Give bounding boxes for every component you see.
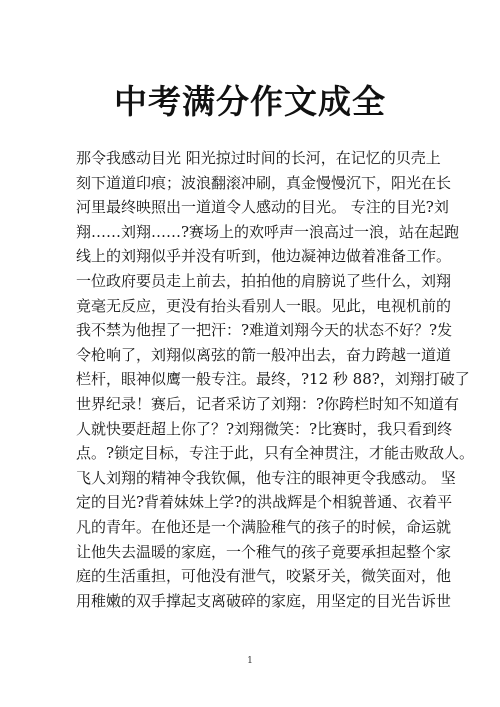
text-line-11: 世界纪录！赛后，记者采访了刘翔：?你跨栏时知不知道有: [76, 394, 460, 413]
text-line-6: 一位政府要员走上前去，拍拍他的肩膀说了些什么，刘翔: [76, 271, 452, 290]
text-line-17: 让他失去温暖的家庭，一个稚气的孩子竟要承担起整个家: [76, 542, 452, 561]
text-line-7: 竟毫无反应，更没有抬头看别人一眼。见此，电视机前的: [76, 296, 452, 315]
text-line-3: 河里最终映照出一道道令人感动的目光。 专注的目光?刘: [76, 198, 449, 217]
essay-body: [76, 146, 475, 613]
text-line-8: 我不禁为他捏了一把汗：?难道刘翔今天的状态不好？?发: [76, 321, 453, 340]
text-line-4: 翔……刘翔……?赛场上的欢呼声一浪高过一浪，站在起跑: [76, 222, 460, 241]
page-number: 1: [247, 656, 253, 666]
text-line-10: 栏杆，眼神似鹰一般专注。最终，?12 秒 88?，刘翔打破了: [76, 370, 470, 389]
text-line-9: 令枪响了，刘翔似离弦的箭一般冲出去，奋力跨越一道道: [76, 345, 452, 364]
text-line-18: 庭的生活重担，可他没有泄气，咬紧牙关，微笑面对，他: [76, 567, 452, 586]
text-line-12: 人就快要赶超上你了？?刘翔微笑：?比赛时，我只看到终: [76, 419, 453, 438]
text-line-19: 用稚嫩的双手撑起支离破碎的家庭，用坚定的目光告诉世: [76, 591, 452, 610]
text-line-2: 刻下道道印痕；波浪翻滚冲刷，真金慢慢沉下，阳光在长: [76, 173, 452, 192]
text-line-16: 凡的青年。在他还是一个满脸稚气的孩子的时候，命运就: [76, 517, 452, 536]
text-line-15: 定的目光?背着妹妹上学?的洪战辉是个相貌普通、衣着平: [76, 493, 453, 512]
text-line-5: 线上的刘翔似乎并没有听到，他边凝神边做着准备工作。: [76, 247, 452, 266]
text-line-14: 飞人刘翔的精神令我钦佩，他专注的眼神更令我感动。 坚: [76, 468, 456, 487]
text-line-1: 那令我感动目光 阳光掠过时间的长河，在记忆的贝壳上: [76, 149, 441, 167]
text-line-13: 点。?锁定目标，专注于此，只有全神贯注，才能击败敌人。: [76, 444, 475, 463]
document-title: 中考满分作文成全: [114, 82, 386, 121]
